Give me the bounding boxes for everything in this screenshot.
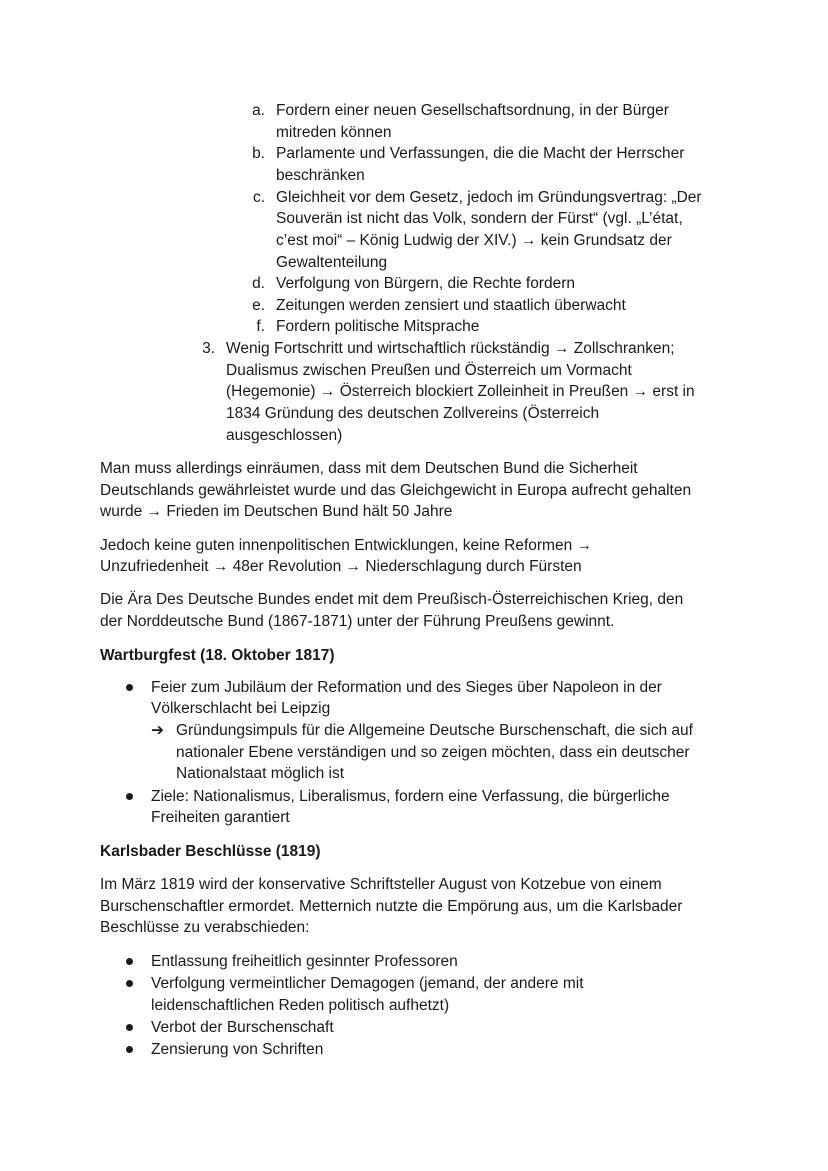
bullet-text: Entlassung freiheitlich gesinnter Professoren bbox=[151, 953, 458, 970]
list-item-text: Parlamente und Verfassungen, die die Macht der Herrscher bbox=[276, 145, 685, 162]
paragraph-line: Jedoch keine guten innenpolitischen Entwicklungen, keine Reformen → bbox=[100, 537, 592, 554]
list-item-text: Souverän ist nicht das Volk, sondern der Fürst“ (vgl. „L’état, bbox=[276, 210, 683, 227]
list-marker: 3. bbox=[202, 340, 215, 357]
list-item-text: c’est moi“ – König Ludwig der XIV.) → kein Grundsatz der bbox=[276, 232, 672, 249]
list-item-text: Wenig Fortschritt und wirtschaftlich rückständig → Zollschranken; bbox=[226, 340, 675, 357]
list-item-text: Zeitungen werden zensiert und staatlich überwacht bbox=[276, 297, 626, 314]
paragraph-line: Unzufriedenheit → 48er Revolution → Niederschlagung durch Fürsten bbox=[100, 558, 582, 575]
paragraph-line: der Norddeutsche Bund (1867-1871) unter der Führung Preußens gewinnt. bbox=[100, 613, 615, 630]
bullet-text: Verfolgung vermeintlicher Demagogen (jemand, der andere mit bbox=[151, 975, 584, 992]
list-item-text: Gleichheit vor dem Gesetz, jedoch im Gründungsvertrag: „Der bbox=[276, 189, 702, 206]
arrow-item-text: nationaler Ebene verständigen und so zeigen möchten, dass ein deutscher bbox=[176, 744, 690, 761]
paragraph-line: wurde → Frieden im Deutschen Bund hält 50 Jahre bbox=[100, 503, 453, 520]
bullet-text: Verbot der Burschenschaft bbox=[151, 1019, 334, 1036]
arrow-marker-icon: ➔ bbox=[151, 722, 164, 739]
bullet-dot bbox=[126, 1046, 133, 1053]
list-item-text: Fordern einer neuen Gesellschaftsordnung, in der Bürger bbox=[276, 102, 669, 119]
list-item-text: 1834 Gründung des deutschen Zollvereins (Österreich bbox=[226, 405, 600, 422]
list-marker: b. bbox=[252, 145, 265, 162]
list-item-text: Gewaltenteilung bbox=[276, 254, 388, 271]
list-item-text: (Hegemonie) → Österreich blockiert Zolleinheit in Preußen → erst in bbox=[226, 383, 695, 400]
paragraph-line: Die Ära Des Deutsche Bundes endet mit dem Preußisch-Österreichischen Krieg, den bbox=[100, 591, 684, 608]
list-marker: a. bbox=[252, 102, 265, 119]
bullet-text: Völkerschlacht bei Leipzig bbox=[151, 700, 331, 717]
bullet-text: Zensierung von Schriften bbox=[151, 1041, 324, 1058]
list-item-text: ausgeschlossen) bbox=[226, 427, 343, 444]
heading-wartburgfest: Wartburgfest (18. Oktober 1817) bbox=[100, 647, 335, 664]
paragraph-line: Deutschlands gewährleistet wurde und das Gleichgewicht in Europa aufrecht gehalten bbox=[100, 482, 692, 499]
list-item-text: Dualismus zwischen Preußen und Österreich um Vormacht bbox=[226, 362, 632, 379]
bullet-dot bbox=[126, 1024, 133, 1031]
paragraph-line: Beschlüsse zu verabschieden: bbox=[100, 919, 310, 936]
arrow-item-text: Nationalstaat möglich ist bbox=[176, 765, 344, 782]
paragraph-line: Burschenschaftler ermordet. Metternich nutzte die Empörung aus, um die Karlsbader bbox=[100, 898, 683, 915]
list-marker: f. bbox=[256, 318, 265, 335]
list-item-text: mitreden können bbox=[276, 124, 392, 141]
arrow-item-text: Gründungsimpuls für die Allgemeine Deutsche Burschenschaft, die sich auf bbox=[176, 722, 693, 739]
bullet-dot bbox=[126, 793, 133, 800]
list-item-text: beschränken bbox=[276, 167, 365, 184]
list-item-text: Fordern politische Mitsprache bbox=[276, 318, 480, 335]
list-item-text: Verfolgung von Bürgern, die Rechte fordern bbox=[276, 275, 575, 292]
list-marker: c. bbox=[252, 189, 265, 206]
bullet-text: Freiheiten garantiert bbox=[151, 809, 290, 826]
heading-karlsbad: Karlsbader Beschlüsse (1819) bbox=[100, 843, 321, 860]
bullet-text: Ziele: Nationalismus, Liberalismus, fordern eine Verfassung, die bürgerliche bbox=[151, 788, 670, 805]
bullet-dot bbox=[126, 980, 133, 987]
list-marker: e. bbox=[252, 297, 265, 314]
bullet-text: Feier zum Jubiläum der Reformation und des Sieges über Napoleon in der bbox=[151, 679, 662, 696]
bullet-dot bbox=[126, 684, 133, 691]
paragraph-line: Im März 1819 wird der konservative Schriftsteller August von Kotzebue von einem bbox=[100, 876, 662, 893]
bullet-dot bbox=[126, 958, 133, 965]
list-marker: d. bbox=[252, 275, 265, 292]
bullet-text: leidenschaftlichen Reden politisch aufhetzt) bbox=[151, 997, 450, 1014]
paragraph-line: Man muss allerdings einräumen, dass mit dem Deutschen Bund die Sicherheit bbox=[100, 460, 638, 477]
